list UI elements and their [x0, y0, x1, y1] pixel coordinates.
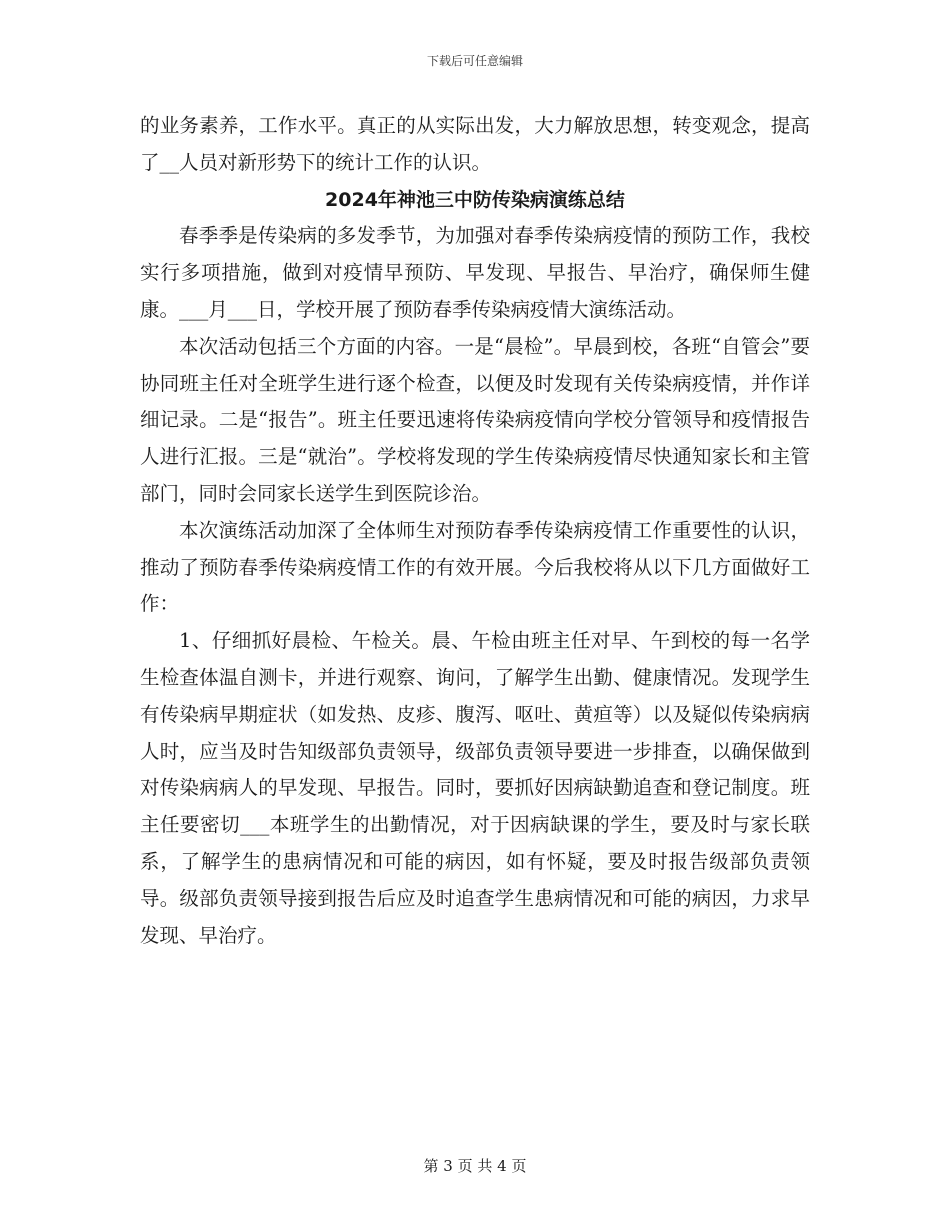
- document-title: 2024年神池三中防传染病演练总结: [325, 188, 625, 211]
- page-header: 下载后可任意编辑: [426, 54, 523, 68]
- paragraph-4: 1、仔细抓好晨检、午检关。晨、午检由班主任对早、午到校的每一名学生检查体温自测卡，并进行观察、询问，了解学生出勤、健康情况。发现学生有传染病早期症状（如发热、皮疹、腹泻、呕吐、黄疸等）以及疑似传染病病人时，应当及时告知级部负责领导，级部负责领导要进一步排查，以确保做到对传染病病人的早发现、早报告。同时，要抓好因病缺勤追查和登记制度。班主任要密切___本班学生的出勤情况，对于因病缺课的学生，要及时与家长联系，了解学生的患病情况和可能的病因，如有怀疑，要及时报告级部负责领导。级部负责领导接到报告后应及时追查学生患病情况和可能的病因，力求早发现、早治疗。: [140, 629, 810, 947]
- paragraph-2: 本次活动包括三个方面的内容。一是“晨检”。早晨到校，各班“自管会”要协同班主任对全班学生进行逐个检查，以便及时发现有关传染病疫情，并作详细记录。二是“报告”。班主任要迅速将传染病疫情向学校分管领导和疫情报告人进行汇报。三是“就治”。学校将发现的学生传染病疫情尽快通知家长和主管部门，同时会同家长送学生到医院诊治。: [140, 334, 810, 505]
- paragraph-3: 本次演练活动加深了全体师生对预防春季传染病疫情工作重要性的认识，推动了预防春季传染病疫情工作的有效开展。今后我校将从以下几方面做好工作：: [140, 518, 810, 616]
- intro-paragraph: 的业务素养，工作水平。真正的从实际出发，大力解放思想，转变观念，提高了__人员对新形势下的统计工作的认识。: [140, 114, 810, 174]
- document-body: [140, 108, 810, 954]
- page-footer: 第 3 页 共 4 页: [423, 1157, 527, 1175]
- paragraph-1: 春季季是传染病的多发季节，为加强对春季传染病疫情的预防工作，我校实行多项措施，做到对疫情早预防、早发现、早报告、早治疗，确保师生健康。___月___日，学校开展了预防春季传染病疫情大演练活动。: [140, 224, 810, 321]
